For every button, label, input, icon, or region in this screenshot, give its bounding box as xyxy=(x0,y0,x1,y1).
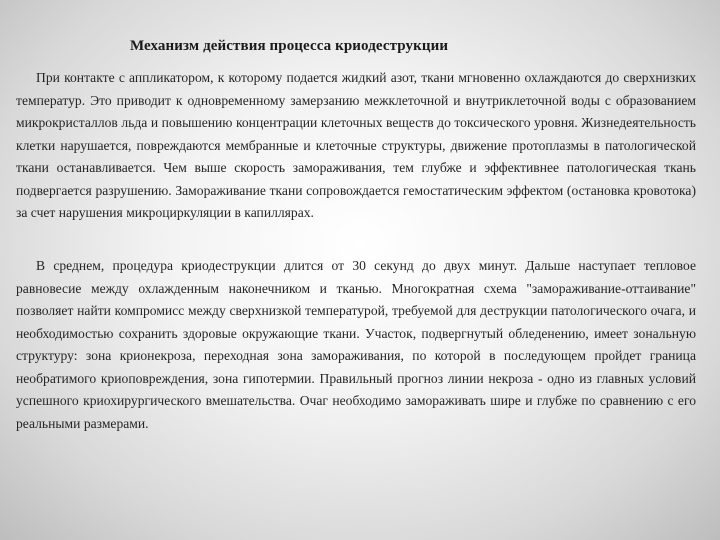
paragraph-procedure: В среднем, процедура криодеструкции длится от 30 секунд до двух минут. Дальше наступает тепловое равновесие между охлажденным наконечником и тканью. Многократная схема "замораживание-оттаивание" позволяет найти компромисс между сверхнизкой температурой, требуемой для деструкции патологического очага, и необходимостью сохранить здоровые окружающие ткани. Участок, подвергнутый обледенению, имеет зональную структуру: зона крионекроза, переходная зона замораживания, по которой в последующем пройдет граница необратимого криоповреждения, зона гипотермии. Правильный прогноз линии некроза - одно из главных условий успешного криохирургического вмешательства. Очаг необходимо замораживать шире и глубже по сравнению с его реальными размерами. xyxy=(16,258,696,431)
slide-title: Механизм действия процесса криодеструкции xyxy=(130,38,449,54)
paragraph-mechanism: При контакте с аппликатором, к которому подается жидкий азот, ткани мгновенно охлаждаются до сверхнизких температур. Это приводит к одновременному замерзанию межклеточной и внутриклеточной воды с образованием микрокристаллов льда и повышению концентрации клеточных веществ до токсического уровня. Жизнедеятельность клетки нарушается, повреждаются мембранные и клеточные структуры, движение протоплазмы в патологической ткани останавливается. Чем выше скорость замораживания, тем глубже и эффективнее патологическая ткань подвергается разрушению. Замораживание ткани сопровождается гемостатическим эффектом (остановка кровотока) за счет нарушения микроциркуляции в капиллярах. xyxy=(16,70,696,220)
